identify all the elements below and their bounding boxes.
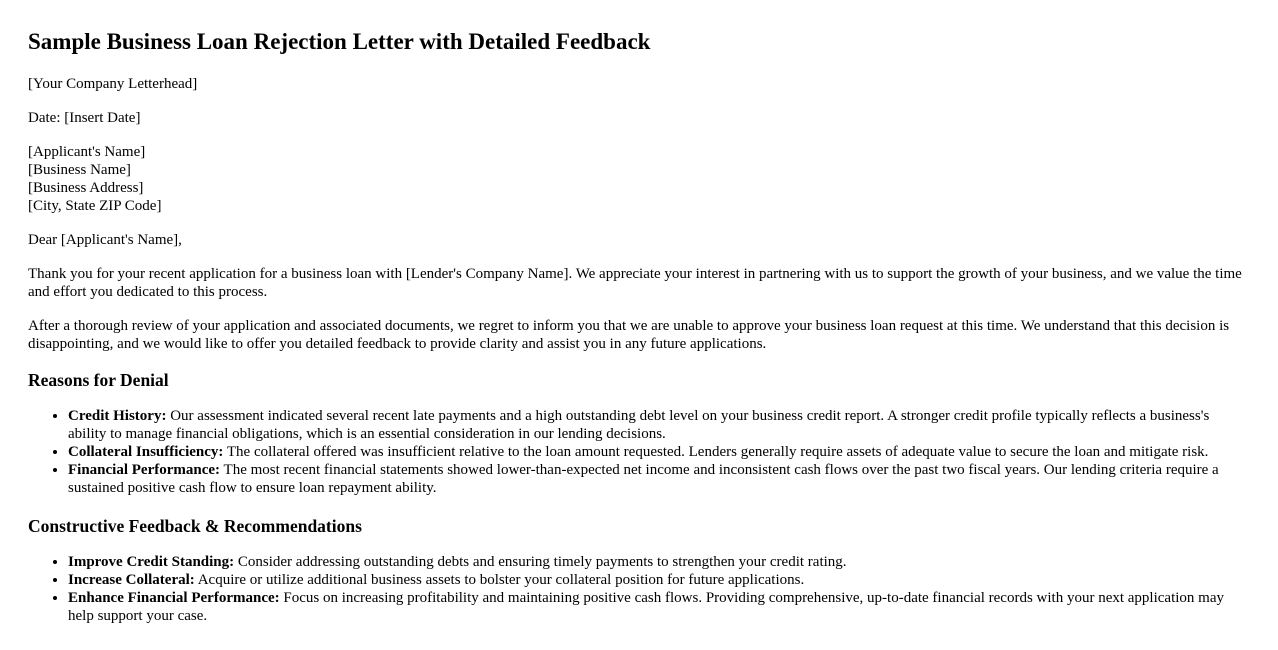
- page-title: Sample Business Loan Rejection Letter with Detailed Feedback: [28, 29, 651, 54]
- list-item-text: Acquire or utilize additional business assets to bolster your collateral position for future applications.: [194, 572, 805, 588]
- list-item-text: Focus on increasing profitability and maintaining positive cash flows. Providing comprehensive, up-to-date financial records with your next application may help support your case.: [68, 590, 1224, 624]
- applicant-name-line: [Applicant's Name]: [28, 144, 146, 160]
- salutation: Dear [Applicant's Name],: [28, 232, 182, 248]
- list-item-collateral-insufficiency: [68, 443, 1250, 461]
- recipient-address-block: [28, 143, 1250, 215]
- list-item-improve-credit: [68, 553, 1250, 571]
- feedback-heading: Constructive Feedback & Recommendations: [28, 516, 362, 536]
- list-item-enhance-financial: [68, 589, 1250, 625]
- decision-paragraph: After a thorough review of your application and associated documents, we regret to inform you that we are unable to approve your business loan request at this time. We understand that this decision is disappointing, and we would like to offer you detailed feedback to provide clarity and assist you in any future applications.: [28, 318, 1230, 352]
- list-item-label: Financial Performance:: [68, 462, 221, 478]
- date-line: Date: [Insert Date]: [28, 110, 141, 126]
- list-item-label: Improve Credit Standing:: [68, 554, 235, 570]
- list-item-financial-performance: [68, 461, 1250, 497]
- list-item-credit-history: [68, 407, 1250, 443]
- reasons-list: [28, 407, 1250, 497]
- intro-paragraph: Thank you for your recent application for a business loan with [Lender's Company Name]. We appreciate your interest in partnering with us to support the growth of your business, and we value the time and effort you dedicated to this process.: [28, 266, 1242, 300]
- business-address-line: [Business Address]: [28, 180, 144, 196]
- list-item-text: The most recent financial statements showed lower-than-expected net income and inconsistent cash flows over the past two fiscal years. Our lending criteria require a sustained positive cash flow to ensure loan repayment ability.: [68, 462, 1219, 496]
- list-item-label: Credit History:: [68, 408, 167, 424]
- list-item-increase-collateral: [68, 571, 1250, 589]
- list-item-label: Enhance Financial Performance:: [68, 590, 280, 606]
- city-state-zip-line: [City, State ZIP Code]: [28, 198, 162, 214]
- business-name-line: [Business Name]: [28, 162, 131, 178]
- list-item-text: The collateral offered was insufficient relative to the loan amount requested. Lenders generally require assets of adequate value to secure the loan and mitigate risk.: [223, 444, 1209, 460]
- reasons-heading: Reasons for Denial: [28, 370, 169, 390]
- list-item-text: Consider addressing outstanding debts and ensuring timely payments to strengthen your credit rating.: [234, 554, 847, 570]
- list-item-text: Our assessment indicated several recent late payments and a high outstanding debt level on your business credit report. A stronger credit profile typically reflects a business's ability to manage financial obligations, which is an essential consideration in our lending decisions.: [68, 408, 1210, 442]
- feedback-list: [28, 553, 1250, 625]
- list-item-label: Increase Collateral:: [68, 572, 195, 588]
- letterhead: [Your Company Letterhead]: [28, 76, 198, 92]
- list-item-label: Collateral Insufficiency:: [68, 444, 224, 460]
